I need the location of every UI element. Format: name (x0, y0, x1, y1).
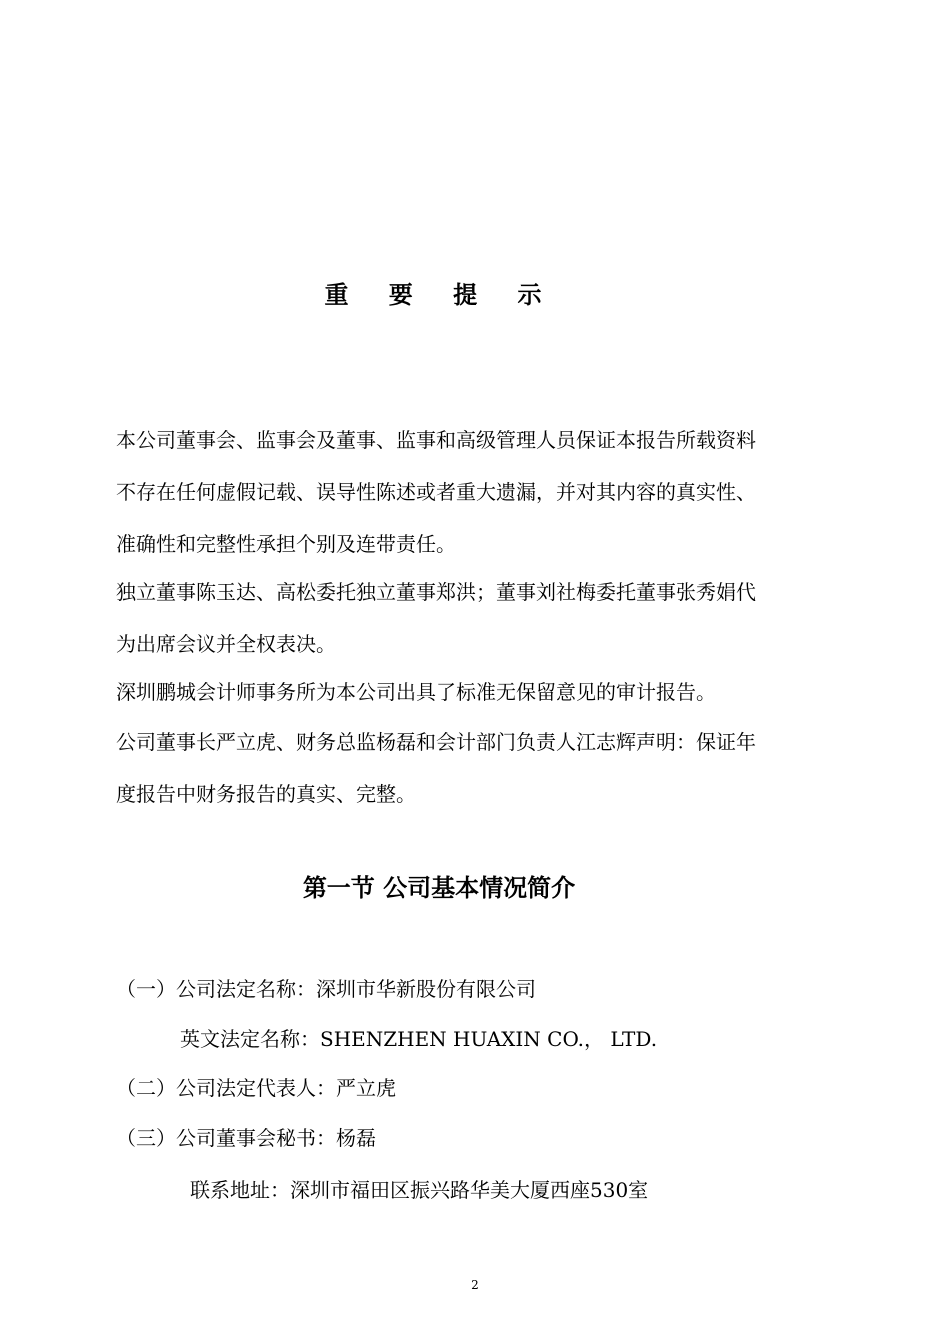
page-number: 2 (471, 1278, 479, 1292)
paragraph-line: 公司董事长严立虎、财务总监杨磊和会计部门负责人江志辉声明：保证年 (116, 730, 756, 754)
paragraph-line: 深圳鹏城会计师事务所为本公司出具了标准无保留意见的审计报告。 (116, 680, 716, 704)
paragraph-line: 独立董事陈玉达、高松委托独立董事郑洪；董事刘社梅委托董事张秀娟代 (116, 580, 756, 604)
paragraph-line: 度报告中财务报告的真实、完整。 (116, 782, 416, 806)
notice-paragraph-proxy (116, 566, 836, 670)
section-title: 第一节 公司基本情况简介 (302, 874, 576, 902)
paragraph-line: 不存在任何虚假记载、误导性陈述或者重大遗漏，并对其内容的真实性、 (116, 480, 756, 504)
notice-paragraph-audit (116, 666, 836, 718)
info-board-secretary: （三）公司董事会秘书：杨磊 (116, 1126, 376, 1150)
paragraph-line: 本公司董事会、监事会及董事、监事和高级管理人员保证本报告所载资料 (116, 428, 756, 452)
paragraph-line: 为出席会议并全权表决。 (116, 632, 336, 656)
notice-paragraph-responsibility (116, 414, 836, 570)
info-company-name: （一）公司法定名称：深圳市华新股份有限公司 (116, 977, 536, 1001)
info-contact-address: 联系地址：深圳市福田区振兴路华美大厦西座530室 (190, 1178, 649, 1202)
notice-title: 重 要 提 示 (324, 281, 558, 309)
info-legal-representative: （二）公司法定代表人：严立虎 (116, 1076, 396, 1100)
notice-paragraph-declaration (116, 716, 836, 820)
info-english-name: 英文法定名称：SHENZHEN HUAXIN CO.， LTD. (180, 1027, 658, 1051)
paragraph-line: 准确性和完整性承担个别及连带责任。 (116, 532, 456, 556)
